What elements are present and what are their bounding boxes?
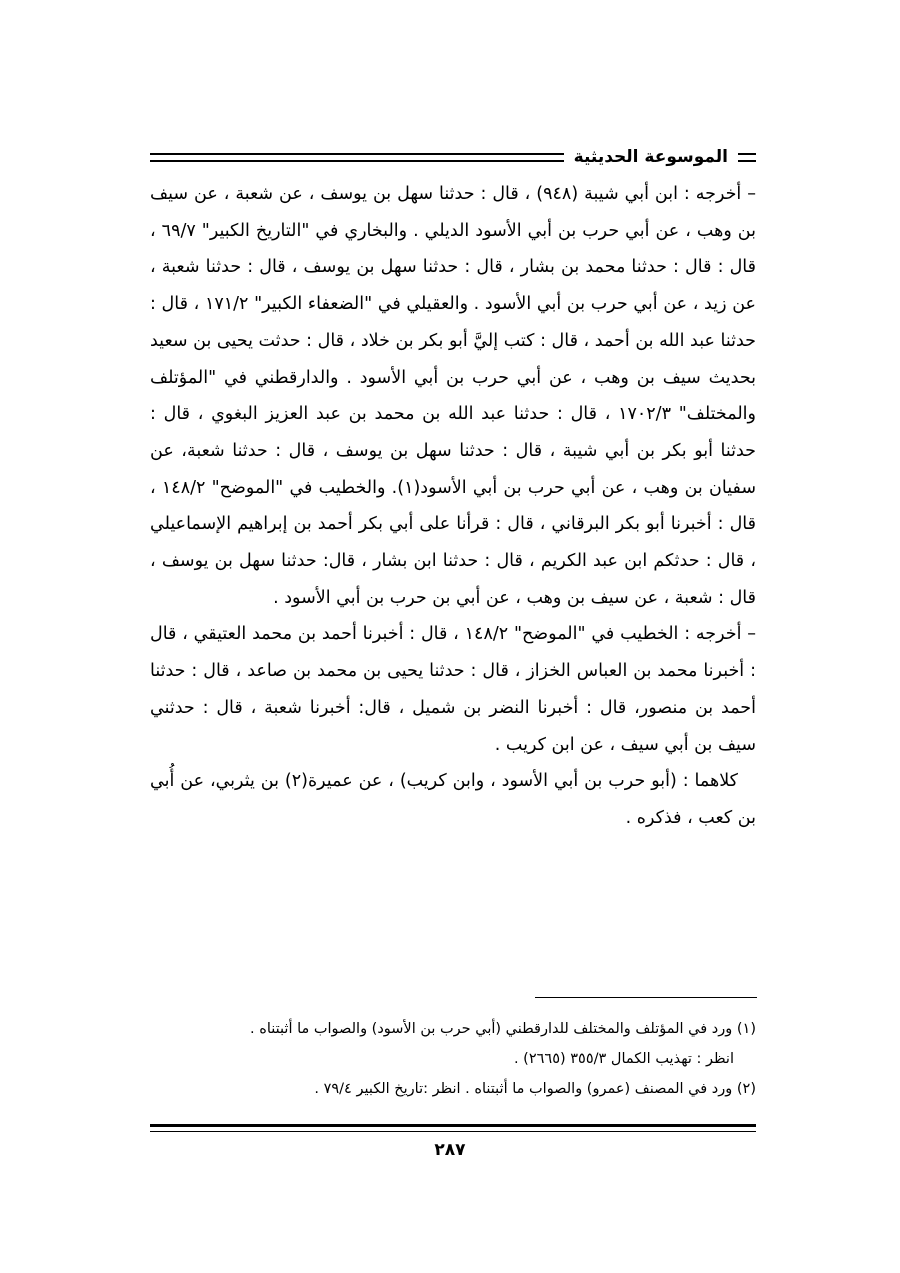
page-number: ٢٨٧	[434, 1140, 466, 1160]
header-title: الموسوعة الحديثية	[573, 147, 728, 167]
running-header	[150, 140, 756, 174]
paragraph-1: – أخرجه : ابن أبي شيبة (٩٤٨) ، قال : حدثنا سهل بن يوسف ، عن شعبة ، عن سيف بن وهب ، عن أبي حرب بن أبي الأسود الديلي . والبخاري في "التاريخ الكبير" ٦٩/٧ ، قال : قال : حدثنا محمد بن بشار ، قال : حدثنا سهل بن يوسف ، قال : حدثنا شعبة ، عن زيد ، عن أبي حرب بن أبي الأسود . والعقيلي في "الضعفاء الكبير" ١٧١/٢ ، قال : حدثنا عبد الله بن أحمد ، قال : كتب إليَّ أبو بكر بن خلاد ، قال : حدثت يحيى بن سعيد بحديث سيف بن وهب ، عن أبي حرب بن أبي الأسود . والدارقطني في "المؤتلف والمختلف" ١٧٠٢/٣ ، قال : حدثنا عبد الله بن محمد بن عبد العزيز البغوي ، قال : حدثنا أبو بكر بن أبي شيبة ، قال : حدثنا سهل بن يوسف ، قال : حدثنا شعبة، عن سفيان بن وهب ، عن أبي حرب بن أبي الأسود(١). والخطيب في "الموضح" ١٤٨/٢ ، قال : أخبرنا أبو بكر البرقاني ، قال : قرأنا على أبي بكر أحمد بن إبراهيم الإسماعيلي ، قال : حدثكم ابن عبد الكريم ، قال : حدثنا ابن بشار ، قال: حدثنا سهل بن يوسف ، قال : شعبة ، عن سيف بن وهب ، عن أبي بن حرب بن أبي الأسود .	[150, 184, 756, 608]
footnotes	[150, 1014, 756, 1104]
footnote-1-continuation: انظر : تهذيب الكمال ٣٥٥/٣ (٢٦٦٥) .	[513, 1051, 734, 1067]
paragraph-2: – أخرجه : الخطيب في "الموضح" ١٤٨/٢ ، قال : أخبرنا أحمد بن محمد العتيقي ، قال : أخبرنا محمد بن العباس الخزاز ، قال : حدثنا يحيى بن محمد بن صاعد ، قال : حدثنا أحمد بن منصور، قال : أخبرنا النضر بن شميل ، قال: أخبرنا شعبة ، قال : حدثني سيف بن أبي سيف ، عن ابن كريب .	[150, 624, 756, 755]
footnote-1: (١) ورد في المؤتلف والمختلف للدارقطني (أبي حرب بن الأسود) والصواب ما أثبتناه .	[250, 1021, 756, 1037]
bottom-rule	[150, 1124, 756, 1132]
header-rule-short	[738, 153, 756, 162]
main-text	[150, 176, 756, 837]
footnote-2: (٢) ورد في المصنف (عمرو) والصواب ما أثبتناه . انظر :تاريخ الكبير ٧٩/٤ .	[314, 1081, 756, 1097]
header-rule-long	[150, 153, 564, 162]
paragraph-3: كلاهما : (أبو حرب بن أبي الأسود ، وابن كريب) ، عن عميرة(٢) بن يثربي، عن أُبي بن كعب ، فذكره .	[150, 771, 756, 828]
footnote-separator	[535, 997, 757, 998]
